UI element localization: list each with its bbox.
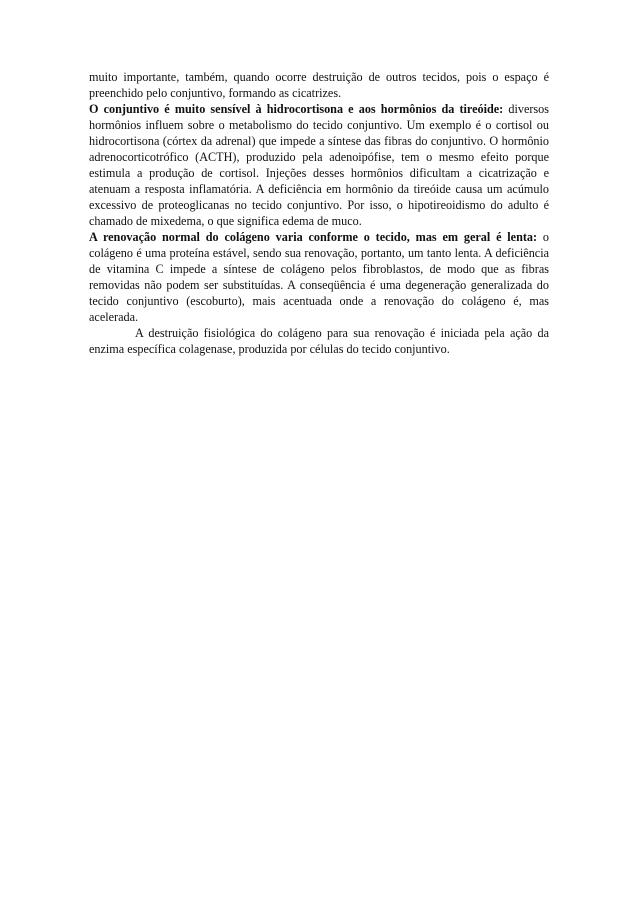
paragraph-hormonios-body: diversos hormônios influem sobre o metabolismo do tecido conjuntivo. Um exemplo é o cortisol ou hidrocortisona (córtex da adrenal) que impede a síntese das fibras do conjuntivo. O hormônio adrenocorticotrófico (ACTH), produzido pela adenoipófise, tem o mesmo efeito porque estimula a produção de cortisol. Injeções desses hormônios dificultam a cicatrização e atenuam a resposta inflamatória. A deficiência em hormônio da tireóide causa um acúmulo excessivo de proteoglicanas no tecido conjuntivo. Por isso, o hipotireoidismo do adulto é chamado de mixedema, o que significa edema de muco. [89, 102, 549, 228]
paragraph-renovacao-heading: A renovação normal do colágeno varia conforme o tecido, mas em geral é lenta: [89, 230, 538, 244]
document-page [89, 69, 549, 357]
paragraph-cicatrizes: muito importante, também, quando ocorre destruição de outros tecidos, pois o espaço é preenchido pelo conjuntivo, formando as cicatrizes. [89, 70, 549, 100]
paragraph-hormonios-heading: O conjuntivo é muito sensível à hidrocortisona e aos hormônios da tireóide: [89, 102, 504, 116]
paragraph-renovacao-body: o colágeno é uma proteína estável, sendo sua renovação, portanto, um tanto lenta. A deficiência de vitamina C impede a síntese de colágeno pelos fibroblastos, de modo que as fibras removidas não podem ser substituídas. A conseqüência é uma degeneração generalizada do tecido conjuntivo (escoburto), mais acentuada onde a renovação do colágeno é, mas acelerada. [89, 230, 550, 324]
paragraph-colagenase: A destruição fisiológica do colágeno para sua renovação é iniciada pela ação da enzima específica colagenase, produzida por células do tecido conjuntivo. [89, 326, 549, 356]
paragraph-hormonios [89, 101, 549, 229]
paragraph-renovacao [89, 229, 549, 325]
